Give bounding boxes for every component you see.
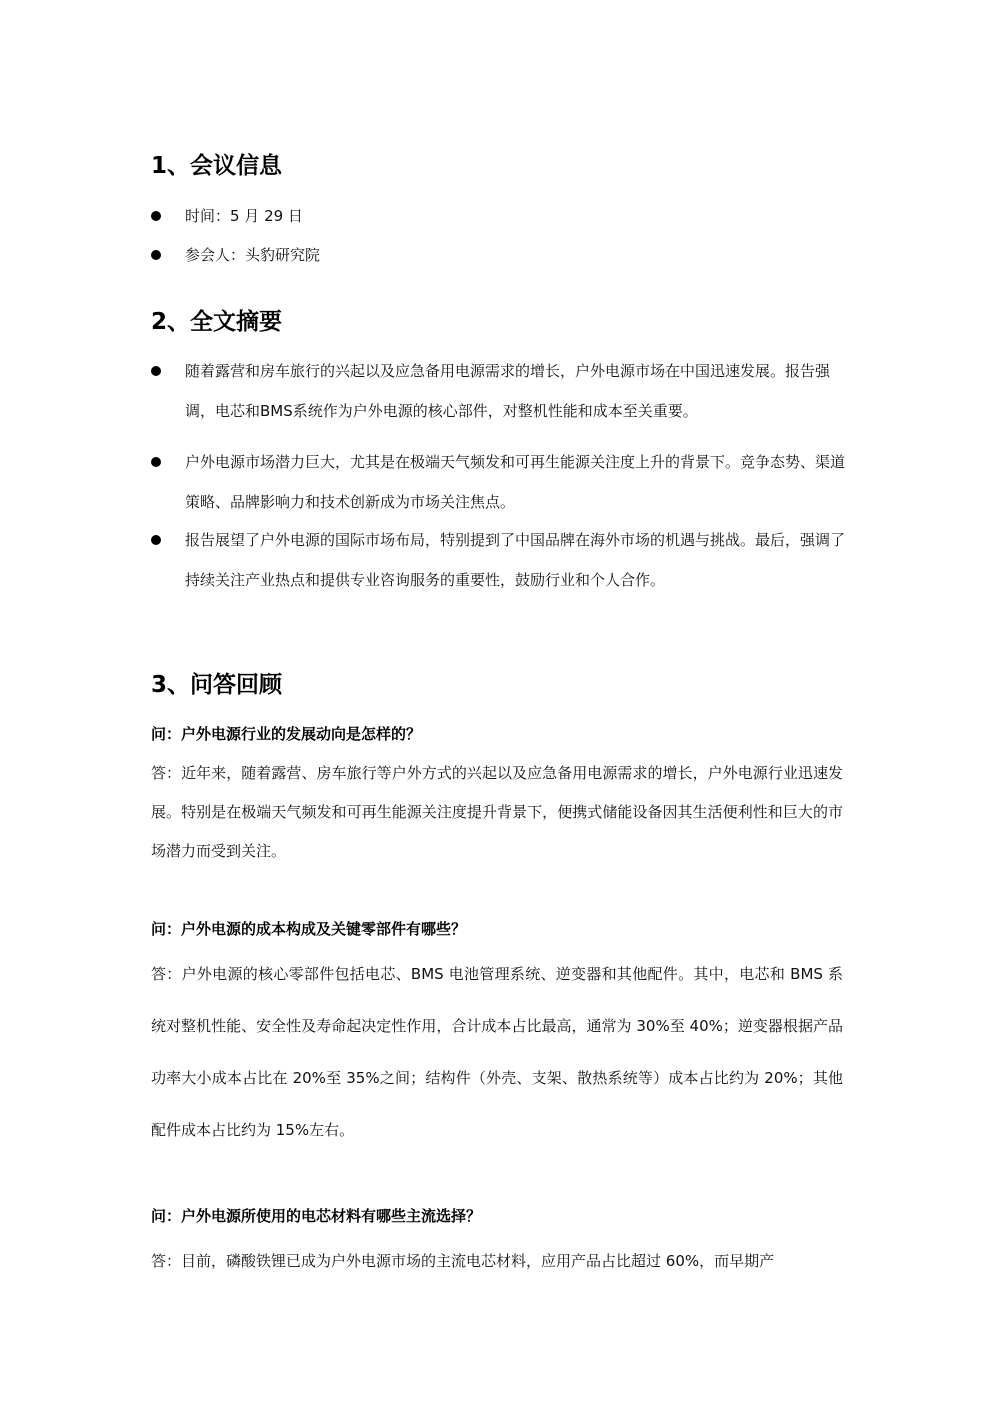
summary-paragraph: 报告展望了户外电源的国际市场布局，特别提到了中国品牌在海外市场的机遇与挑战。最后，强调了持续关注产业热点和提供专业咨询服务的重要性，鼓励行业和个人合作。 [185, 531, 846, 589]
summary-paragraph: 户外电源市场潜力巨大，尤其是在极端天气频发和可再生能源关注度上升的背景下。竞争态势、渠道策略、品牌影响力和技术创新成为市场关注焦点。 [185, 453, 846, 511]
qa-answer: 答：户外电源的核心零部件包括电芯、BMS 电池管理系统、逆变器和其他配件。其中，电芯和 BMS 系统对整机性能、安全性及寿命起决定性作用，合计成本占比最高，通常为 30%至 40%；逆变器根据产品功率大小成本占比在 20%至 35%之间；结构件（外壳、支架、散热系统等）成本占比约为 20%；其他配件成本占比约为 15%左右。 [151, 965, 843, 1139]
section-heading-summary: 2、全文摘要 [151, 309, 283, 335]
meeting-time: 时间：5 月 29 日 [185, 207, 303, 225]
bullet-icon [151, 250, 161, 260]
section-heading-meeting-info: 1、会议信息 [151, 153, 283, 179]
summary-paragraph: 随着露营和房车旅行的兴起以及应急备用电源需求的增长，户外电源市场在中国迅速发展。报告强调，电芯和BMS系统作为户外电源的核心部件，对整机性能和成本至关重要。 [185, 362, 831, 420]
qa-answer: 答：近年来，随着露营、房车旅行等户外方式的兴起以及应急备用电源需求的增长，户外电源行业迅速发展。特别是在极端天气频发和可再生能源关注度提升背景下，便携式储能设备因其生活便利性和巨大的市场潜力而受到关注。 [151, 764, 843, 860]
qa-question: 问：户外电源的成本构成及关键零部件有哪些？ [151, 920, 467, 938]
bullet-icon [151, 366, 161, 376]
qa-question: 问：户外电源所使用的电芯材料有哪些主流选择？ [151, 1207, 482, 1225]
qa-question: 问：户外电源行业的发展动向是怎样的？ [151, 725, 422, 743]
section-heading-qa: 3、问答回顾 [151, 672, 283, 698]
bullet-icon [151, 211, 161, 221]
meeting-attendees: 参会人：头豹研究院 [185, 246, 321, 264]
qa-answer: 答：目前，磷酸铁锂已成为户外电源市场的主流电芯材料，应用产品占比超过 60%，而早期产 [151, 1252, 775, 1270]
bullet-icon [151, 457, 161, 467]
bullet-icon [151, 535, 161, 545]
